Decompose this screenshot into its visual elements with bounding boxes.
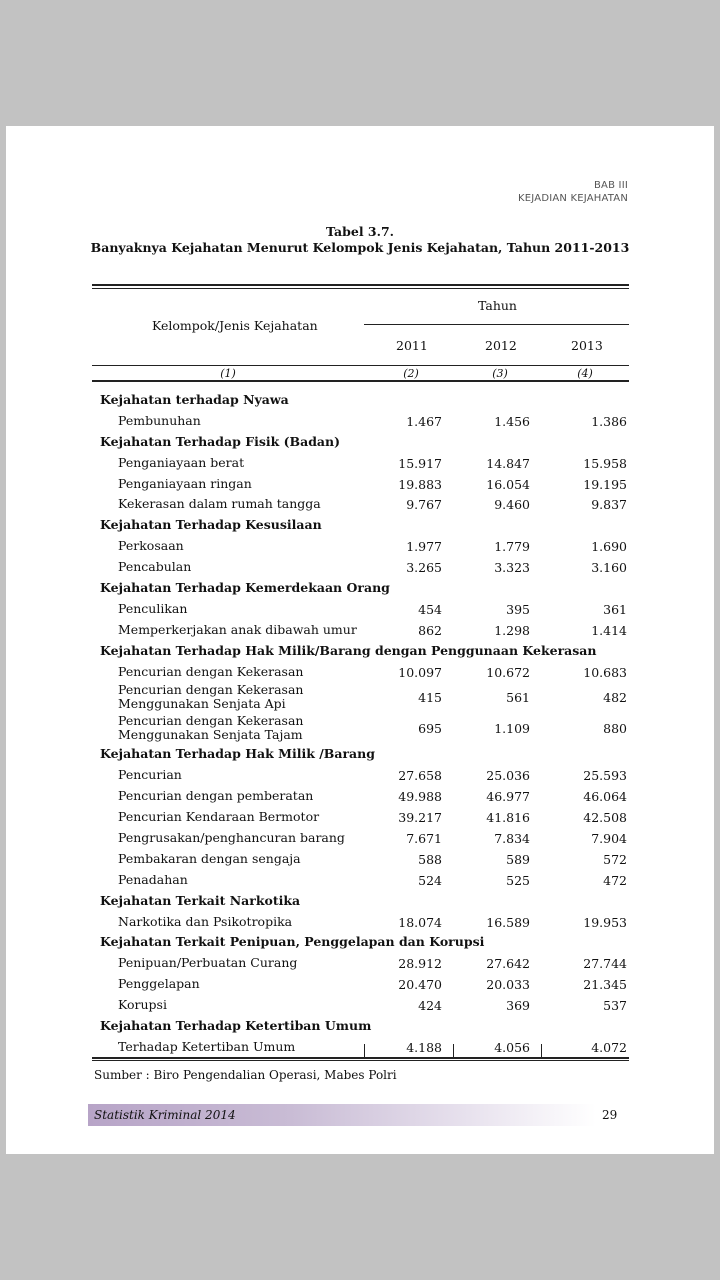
value-2012: 395 (506, 601, 530, 617)
table-row (92, 828, 628, 849)
row-label: Penganiayaan berat (118, 454, 245, 470)
row-label-line1: Pencurian dengan Kekerasan (118, 713, 304, 729)
col-number-4: (4) (577, 367, 593, 380)
table-row (92, 786, 628, 807)
header-bottom-rule (92, 365, 629, 366)
col-separator-2 (453, 1044, 454, 1058)
value-2012: 7.834 (494, 831, 530, 847)
value-2013: 880 (603, 721, 627, 737)
col-number-rule (92, 380, 629, 382)
value-2013: 1.386 (591, 413, 627, 429)
row-label (118, 683, 303, 711)
category-label: Kejahatan terhadap Nyawa (100, 392, 289, 407)
category-label: Kejahatan Terhadap Fisik (Badan) (100, 433, 341, 449)
value-2012: 46.977 (486, 789, 530, 805)
value-2012: 10.672 (486, 664, 530, 680)
value-2013: 19.195 (583, 476, 627, 492)
category-label: Kejahatan Terkait Narkotika (100, 892, 301, 908)
col-separator-1 (364, 1044, 365, 1058)
value-2011: 3.265 (406, 560, 442, 576)
value-2013: 9.837 (591, 497, 627, 513)
value-2012: 16.589 (486, 914, 530, 930)
col-number-1: (1) (220, 367, 236, 380)
table-body (92, 390, 628, 1058)
value-2012: 525 (506, 872, 530, 888)
table-row (92, 494, 628, 515)
value-2012: 369 (506, 998, 530, 1014)
header-year-2013: 2013 (571, 338, 603, 353)
table-row (92, 662, 628, 683)
value-2011: 524 (418, 872, 442, 888)
table-row (92, 953, 628, 974)
value-2011: 862 (418, 622, 442, 638)
row-label: Pencurian (118, 767, 182, 783)
value-2013: 19.953 (583, 914, 627, 930)
table-row (92, 599, 628, 620)
value-2011: 9.767 (406, 497, 442, 513)
table-row (92, 713, 628, 744)
row-label-line2: Menggunakan Senjata Tajam (118, 727, 303, 743)
row-label: Penipuan/Perbuatan Curang (118, 955, 298, 971)
table-row (92, 974, 628, 995)
row-label: Pembakaran dengan sengaja (118, 850, 301, 866)
row-label: Perkosaan (118, 538, 184, 554)
value-2013: 472 (603, 872, 627, 888)
value-2013: 4.072 (591, 1039, 627, 1055)
category-row (92, 1016, 628, 1037)
value-2013: 3.160 (591, 560, 627, 576)
source-note: Sumber : Biro Pengendalian Operasi, Mabes Polri (94, 1068, 397, 1082)
value-2011: 424 (418, 998, 442, 1014)
category-row (92, 932, 628, 953)
value-2011: 20.470 (398, 977, 442, 993)
table-row (92, 995, 628, 1016)
value-2013: 361 (603, 601, 627, 617)
row-label: Memperkerjakan anak dibawah umur (118, 621, 357, 637)
table-row (92, 1037, 628, 1058)
value-2013: 572 (603, 851, 627, 867)
value-2011: 27.658 (398, 768, 442, 784)
value-2011: 588 (418, 851, 442, 867)
category-row (92, 515, 628, 536)
row-label: Penganiayaan ringan (118, 475, 252, 491)
category-row (92, 891, 628, 912)
table-row (92, 411, 628, 432)
category-label: Kejahatan Terhadap Kesusilaan (100, 517, 322, 533)
category-label: Kejahatan Terhadap Hak Milik /Barang (100, 746, 375, 762)
table-row (92, 870, 628, 891)
table-row (92, 912, 628, 933)
value-2011: 10.097 (398, 664, 442, 680)
row-label: Terhadap Ketertiban Umum (118, 1038, 296, 1054)
value-2011: 19.883 (398, 476, 442, 492)
page-number: 29 (602, 1108, 618, 1122)
value-2011: 454 (418, 601, 442, 617)
value-2013: 42.508 (583, 810, 627, 826)
category-label: Kejahatan Terhadap Hak Milik/Barang dengan Penggunaan Kekerasan (100, 642, 597, 658)
document-page (6, 126, 714, 1154)
value-2013: 10.683 (583, 664, 627, 680)
chapter-header (518, 179, 628, 205)
category-label: Kejahatan Terkait Penipuan, Penggelapan dan Korupsi (100, 934, 485, 950)
category-row (92, 390, 628, 411)
value-2012: 561 (506, 690, 530, 706)
value-2011: 7.671 (406, 831, 442, 847)
value-2013: 27.744 (583, 956, 627, 972)
table-bottom-rule-2 (92, 1060, 629, 1061)
value-2012: 41.816 (486, 810, 530, 826)
category-row (92, 578, 628, 599)
chapter-title: KEJADIAN KEJAHATAN (518, 193, 628, 204)
row-label: Penggelapan (118, 976, 200, 992)
row-label-line2: Menggunakan Senjata Api (118, 696, 286, 712)
value-2012: 1.109 (494, 721, 530, 737)
table-row (92, 849, 628, 870)
header-year-2012: 2012 (485, 338, 517, 353)
header-year-2011: 2011 (396, 338, 428, 353)
col-number-2: (2) (403, 367, 419, 380)
row-label: Pencurian Kendaraan Bermotor (118, 809, 320, 825)
row-label: Pencabulan (118, 559, 192, 575)
row-label (118, 714, 303, 742)
table-row (92, 620, 628, 641)
value-2011: 695 (418, 721, 442, 737)
table-row (92, 682, 628, 713)
row-label: Kekerasan dalam rumah tangga (118, 496, 321, 512)
row-label: Narkotika dan Psikotropika (118, 913, 293, 929)
table-row (92, 536, 628, 557)
value-2011: 1.467 (406, 413, 442, 429)
value-2012: 14.847 (486, 455, 530, 471)
row-label: Penadahan (118, 871, 188, 887)
value-2012: 20.033 (486, 977, 530, 993)
value-2011: 415 (418, 690, 442, 706)
table-row (92, 807, 628, 828)
table-row (92, 765, 628, 786)
value-2012: 3.323 (494, 560, 530, 576)
value-2011: 4.188 (406, 1039, 442, 1055)
table-bottom-rule (92, 1057, 629, 1059)
value-2013: 1.414 (591, 622, 627, 638)
row-label: Pencurian dengan pemberatan (118, 788, 314, 804)
header-year-label: Tahun (478, 298, 517, 313)
row-label: Penculikan (118, 600, 188, 616)
category-row (92, 744, 628, 765)
value-2012: 1.779 (494, 539, 530, 555)
value-2012: 1.298 (494, 622, 530, 638)
value-2011: 49.988 (398, 789, 442, 805)
value-2012: 9.460 (494, 497, 530, 513)
value-2011: 15.917 (398, 455, 442, 471)
value-2013: 7.904 (591, 831, 627, 847)
value-2013: 15.958 (583, 455, 627, 471)
table-subtitle: Banyaknya Kejahatan Menurut Kelompok Jenis Kejahatan, Tahun 2011-2013 (90, 240, 630, 255)
table-top-rule-2 (92, 288, 629, 290)
value-2012: 16.054 (486, 476, 530, 492)
value-2012: 25.036 (486, 768, 530, 784)
col-number-3: (3) (492, 367, 508, 380)
value-2012: 1.456 (494, 413, 530, 429)
value-2012: 27.642 (486, 956, 530, 972)
value-2013: 46.064 (583, 789, 627, 805)
table-row (92, 557, 628, 578)
category-label: Kejahatan Terhadap Kemerdekaan Orang (100, 580, 390, 596)
value-2013: 482 (603, 690, 627, 706)
value-2011: 1.977 (406, 539, 442, 555)
value-2012: 4.056 (494, 1039, 530, 1055)
header-year-rule (364, 324, 629, 325)
row-label: Pencurian dengan Kekerasan (118, 663, 304, 679)
chapter-number: BAB III (594, 180, 628, 191)
value-2013: 1.690 (591, 539, 627, 555)
value-2011: 18.074 (398, 914, 442, 930)
row-label: Korupsi (118, 997, 167, 1013)
row-label: Pembunuhan (118, 412, 201, 428)
value-2012: 589 (506, 851, 530, 867)
table-top-rule (92, 284, 629, 286)
value-2013: 25.593 (583, 768, 627, 784)
value-2011: 28.912 (398, 956, 442, 972)
row-label: Pengrusakan/penghancuran barang (118, 830, 345, 846)
category-row (92, 432, 628, 453)
row-label-line1: Pencurian dengan Kekerasan (118, 682, 304, 698)
table-row (92, 453, 628, 474)
col-separator-3 (541, 1044, 542, 1058)
table-title: Tabel 3.7. (325, 224, 395, 239)
table-row (92, 474, 628, 495)
category-label: Kejahatan Terhadap Ketertiban Umum (100, 1018, 372, 1034)
value-2011: 39.217 (398, 810, 442, 826)
header-group-label: Kelompok/Jenis Kejahatan (152, 318, 318, 333)
value-2013: 21.345 (583, 977, 627, 993)
category-row (92, 641, 628, 662)
footer-publication: Statistik Kriminal 2014 (94, 1108, 236, 1122)
value-2013: 537 (603, 998, 627, 1014)
